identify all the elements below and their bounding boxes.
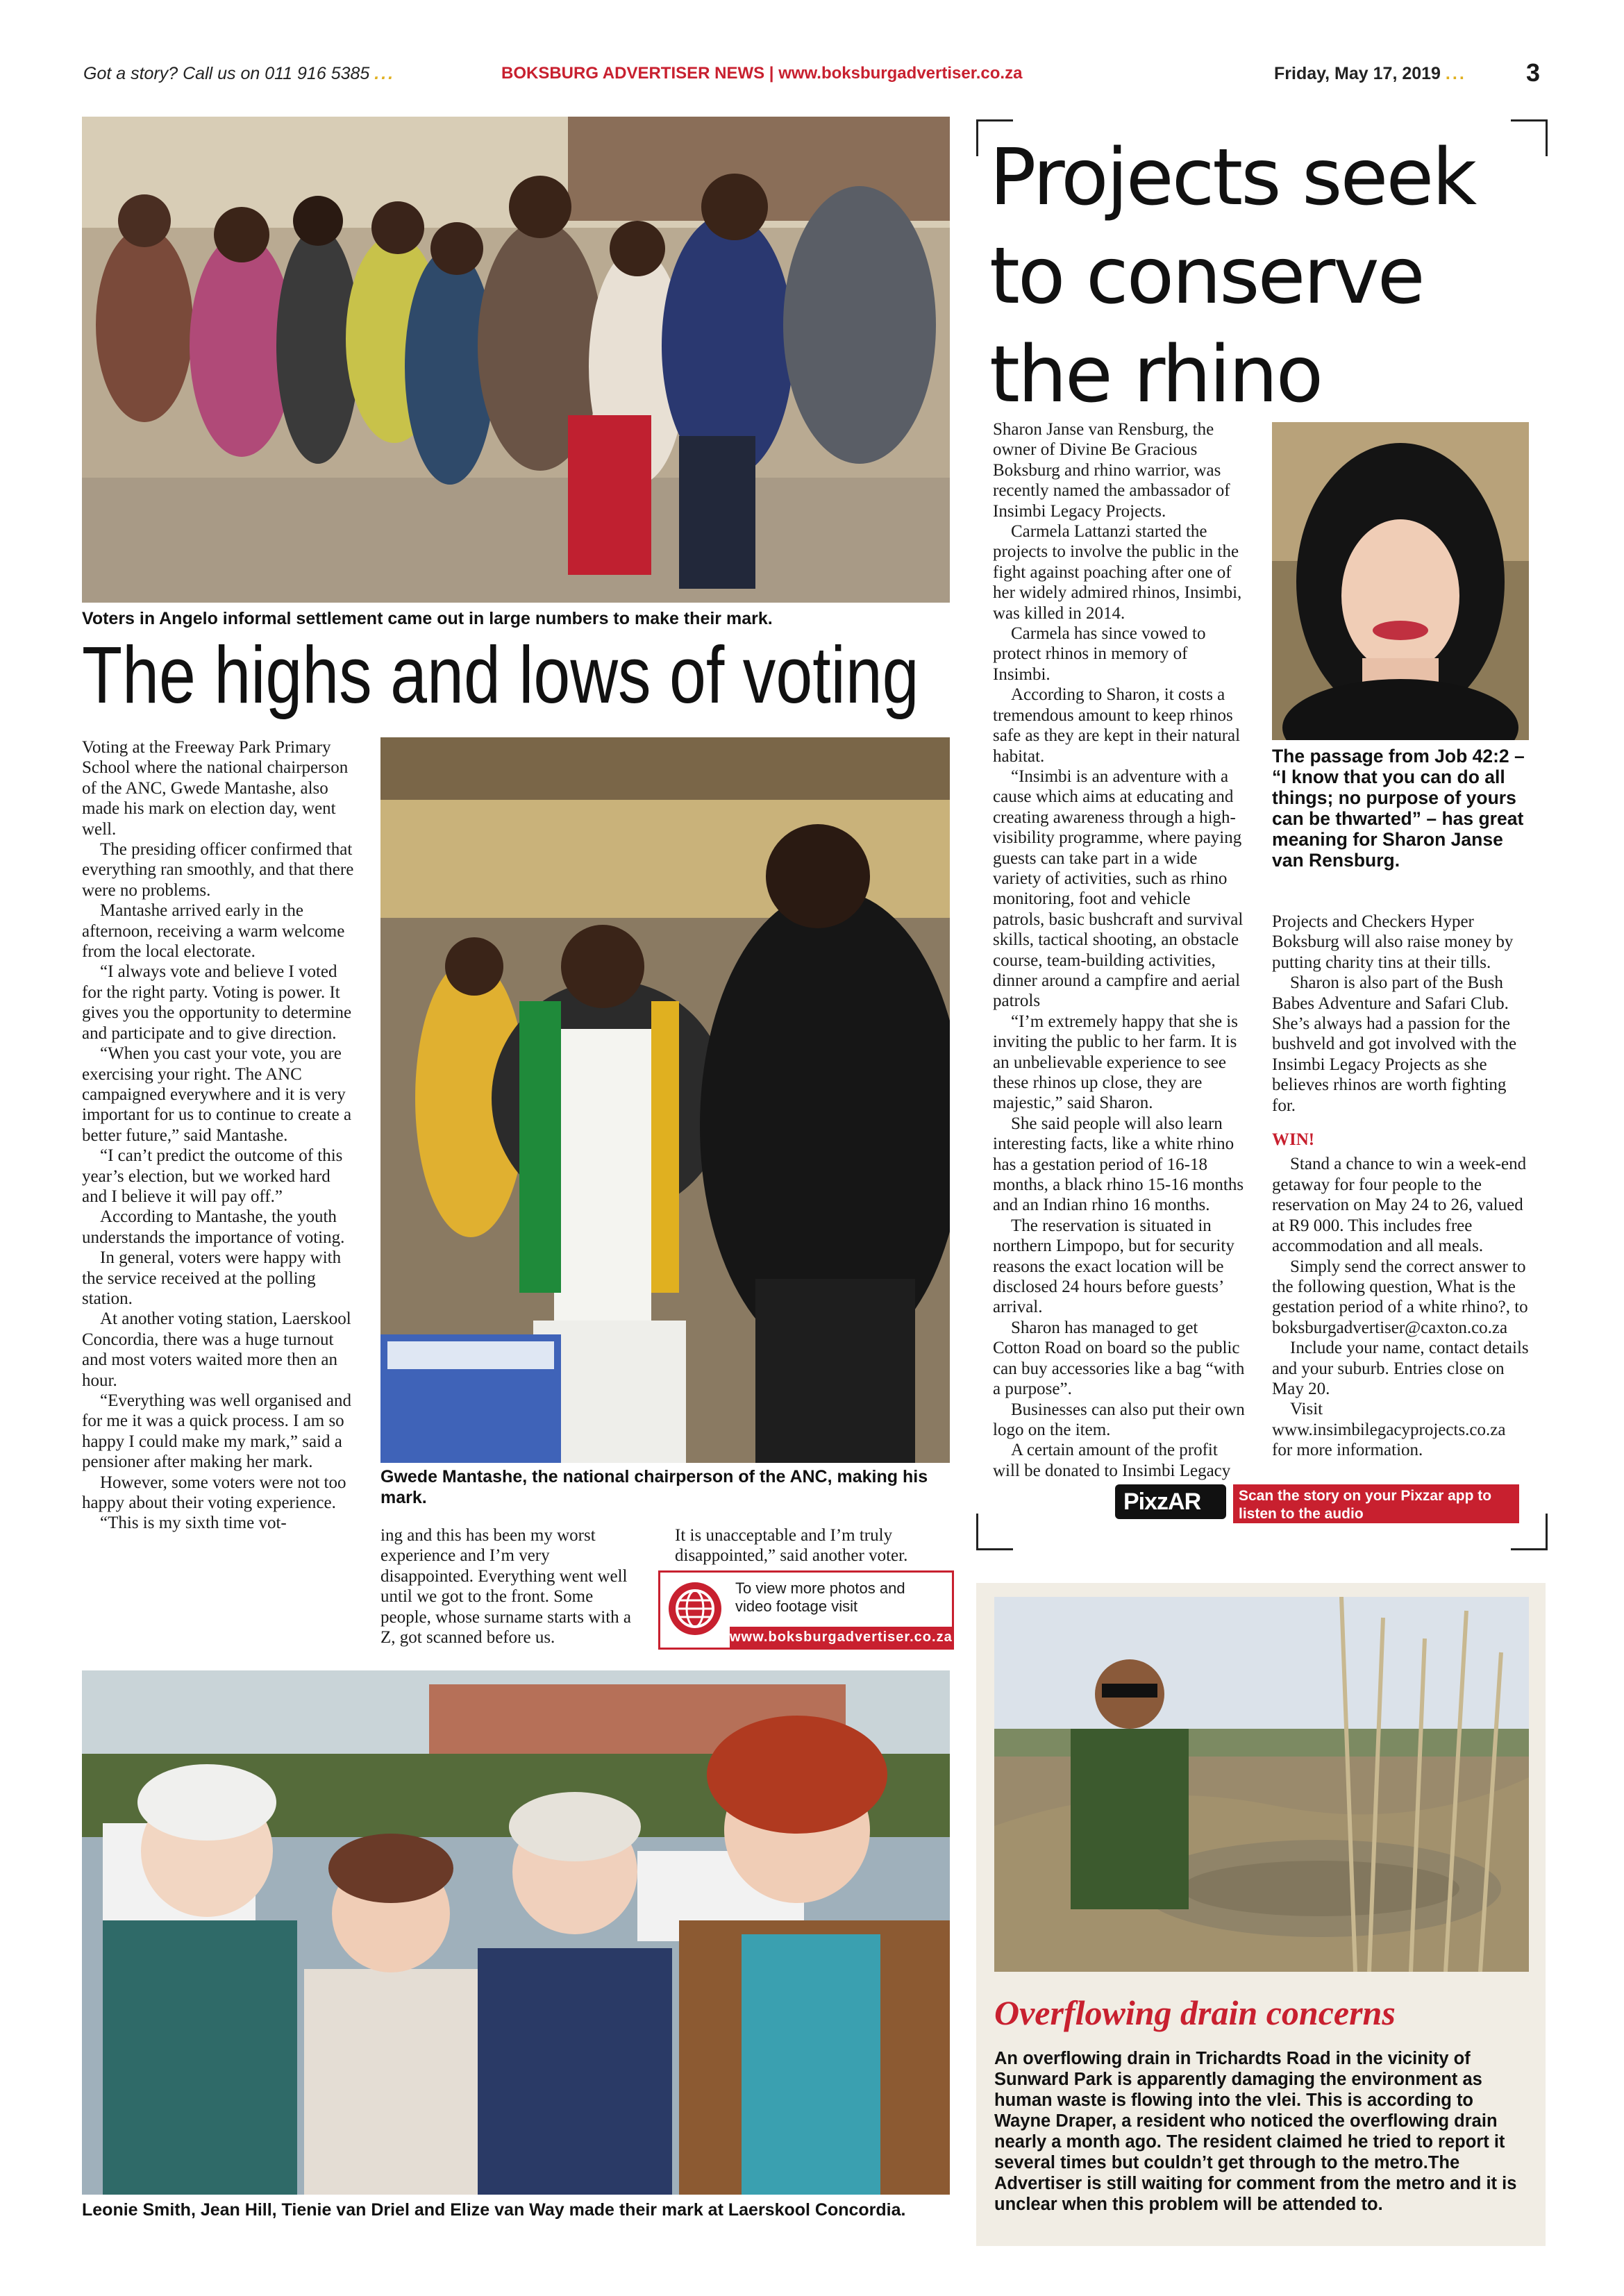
rhino-column-2-paragraph: Projects and Checkers Hyper Boksburg will also raise money by putting charity tins at their tills.: [1272, 912, 1514, 972]
votingCol1-paragraph: “When you cast your vote, you are exercising your right. The ANC campaigned everywhere and it is very important for us to continue to create a better future,” said Mantashe.: [82, 1044, 352, 1145]
rhinoCol1-paragraph: Carmela Lattanzi started the projects to involve the public in the fight against poaching after one of her widely admired rhinos, Insimbi, was killed in 2014.: [993, 522, 1242, 623]
header-hotline: [83, 64, 395, 84]
voting-column-2-text: ing and this has been my worst experience and I’m very disappointed. Everything went well until we got to the front. Some people, whose surname starts with a Z, got scanned before us.: [380, 1526, 632, 1648]
header-date: [1274, 64, 1466, 84]
competition-paragraph: Stand a chance to win a week-end getaway for four people to the reservation on May 24 to 26, valued at R9 000. This includes free accommodation and all meals.: [1272, 1155, 1527, 1256]
voting-column-2: [380, 1525, 643, 1648]
photo-mantashe-voting: [380, 737, 950, 1463]
voting-column-1: [82, 737, 356, 1534]
competition-paragraph: Visit www.insimbilegacyprojects.co.za for more information.: [1272, 1400, 1506, 1460]
pixzar-logo-text: PixzAR: [1123, 1489, 1201, 1515]
votingCol1-paragraph: The presiding officer confirmed that everything ran smoothly, and that there were no problems.: [82, 840, 354, 900]
rhinoCol1-paragraph: A certain amount of the profit will be donated to Insimbi Legacy: [993, 1441, 1231, 1480]
pixzar-banner: Scan the story on your Pixzar app to listen to the audio: [1233, 1484, 1519, 1523]
votingCol1-paragraph: In general, voters were happy with the service received at the polling station.: [82, 1248, 342, 1308]
globe-icon: [666, 1579, 724, 1638]
pixzar-logo[interactable]: [1115, 1484, 1226, 1519]
rhino-column-1: [993, 419, 1246, 1481]
drain-title: Overflowing drain concerns: [994, 1993, 1396, 2032]
drain-body: An overflowing drain in Trichardts Road in the vicinity of Sunward Park is apparently damaging the environment as human waste is flowing into the vlei. This is according to Wayne Draper, a resident who noticed the overflowing drain nearly a month ago. The resident claimed he tried to report it several times but couldn’t get through to the metro.The Advertiser is still waiting for comment from the metro and it is unclear when this problem will be attended to.: [994, 2049, 1517, 2214]
rhinoCol1-paragraph: Carmela has since vowed to protect rhinos in memory of Insimbi.: [993, 624, 1206, 684]
votingCol1-paragraph: Mantashe arrived early in the afternoon, receiving a warm welcome from the local electorate.: [82, 901, 345, 962]
web-link-url[interactable]: www.boksburgadvertiser.co.za: [730, 1627, 952, 1648]
voting-column-3-text: It is unacceptable and I’m truly disappointed,” said another voter.: [675, 1526, 908, 1566]
votingCol1-paragraph: “This is my sixth time vot-: [100, 1514, 287, 1533]
competition-paragraph: Simply send the correct answer to the following question, What is the gestation period of a white rhino?, to boksburgadvertiser@caxton.co.za: [1272, 1257, 1528, 1337]
page-number: 3: [1526, 58, 1541, 87]
headline-voting: The highs and lows of voting: [82, 630, 919, 720]
rhinoCol1-paragraph: She said people will also learn interesting facts, like a white rhino has a gestation period of 16-18 months, a black rhino 15-16 months and an Indian rhino 16 months.: [993, 1114, 1244, 1215]
votingCol1-paragraph: However, some voters were not too happy about their voting experience.: [82, 1473, 346, 1513]
caption-mantashe: Gwede Mantashe, the national chairperson of the ANC, making his mark.: [380, 1467, 928, 1507]
web-link-box[interactable]: [658, 1570, 954, 1650]
photo-overflowing-drain: [994, 1597, 1529, 1972]
rhino-column-2: [1272, 912, 1529, 1461]
votingCol1-paragraph: “Everything was well organised and for me it was a quick process. I am so happy I could make my mark,” said a pensioner after making her mark.: [82, 1391, 351, 1472]
web-link-text: To view more photos and video footage visit: [735, 1579, 905, 1615]
competition-paragraph: Include your name, contact details and your suburb. Entries close on May 20.: [1272, 1339, 1529, 1398]
bracket-bottom-left: [976, 1514, 1013, 1550]
header-date-text: Friday, May 17, 2019: [1274, 64, 1441, 83]
rhinoCol1-paragraph: Sharon Janse van Rensburg, the owner of Divine Be Gracious Boksburg and rhino warrior, was recently named the ambassador of Insimbi Legacy Projects.: [993, 420, 1230, 521]
caption-sharon: The passage from Job 42:2 – “I know that you can do all things; no purpose of yours can be thwarted” – has great meaning for Sharon Janse van Rensburg.: [1272, 746, 1525, 871]
rhinoCol1-paragraph: The reservation is situated in northern Limpopo, but for security reasons the exact location will be disclosed 24 hours before guests’ arrival.: [993, 1216, 1234, 1317]
votingCol1-paragraph: “I always vote and believe I voted for the right party. Voting is power. It gives you the opportunity to determine and participate and to give direction.: [82, 962, 352, 1043]
rhino-column-2-paragraph: Sharon is also part of the Bush Babes Adventure and Safari Club. She’s always had a passion for the bushveld and got involved with the Insimbi Legacy Projects as she believes rhinos are worth fighting for.: [1272, 973, 1517, 1115]
photo-concordia-voters: [82, 1670, 950, 2195]
photo-sharon-portrait: [1272, 422, 1529, 740]
votingCol1-paragraph: Voting at the Freeway Park Primary School where the national chairperson of the ANC, Gwede Mantashe, also made his mark on election day, went well.: [82, 738, 349, 839]
header-hotline-text: Got a story? Call us on 011 916 5385: [83, 64, 370, 83]
rhinoCol1-paragraph: “Insimbi is an adventure with a cause which aims at educating and creating awareness through a high-visibility programme, where paying guests can take part in a wide variety of activities, such as rhino monitoring, foot and vehicle patrols, basic bushcraft and survival skills, tactical shooting, an obstacle course, team-building activities, dinner around a campfire and aerial patrols: [993, 766, 1244, 1011]
win-label: WIN!: [1272, 1130, 1315, 1150]
rhinoCol1-paragraph: Businesses can also put their own logo on the item.: [993, 1400, 1245, 1439]
votingCol1-paragraph: “I can’t predict the outcome of this year’s election, but we worked hard and I believe it will pay off.”: [82, 1146, 343, 1206]
header-dots-right: ...: [1445, 64, 1466, 83]
header-section-title: BOKSBURG ADVERTISER NEWS | www.boksburgadvertiser.co.za: [501, 64, 1023, 83]
header-dots-left: ...: [374, 64, 396, 83]
caption-voters-queue: Voters in Angelo informal settlement came out in large numbers to make their mark.: [82, 609, 773, 628]
rhinoCol1-paragraph: “I’m extremely happy that she is inviting the public to her farm. It is an unbelievable experience to see these rhinos up close, they are majestic,” said Sharon.: [993, 1012, 1238, 1113]
photo-voters-queue: [82, 117, 950, 603]
headline-rhino: Projects seek to conserve the rhino: [989, 133, 1475, 420]
voting-column-3: [675, 1525, 950, 1566]
rhinoCol1-paragraph: Sharon has managed to get Cotton Road on board so the public can buy accessories like a bag “with a purpose”.: [993, 1318, 1245, 1399]
rhinoCol1-paragraph: According to Sharon, it costs a tremendous amount to keep rhinos safe as they are kept in their natural habitat.: [993, 685, 1241, 766]
votingCol1-paragraph: According to Mantashe, the youth understands the importance of voting.: [82, 1207, 345, 1247]
caption-concordia-voters: Leonie Smith, Jean Hill, Tienie van Driel and Elize van Way made their mark at Laerskool Concordia.: [82, 2200, 906, 2220]
votingCol1-paragraph: At another voting station, Laerskool Concordia, there was a huge turnout and most voters waited more then an hour.: [82, 1309, 351, 1390]
